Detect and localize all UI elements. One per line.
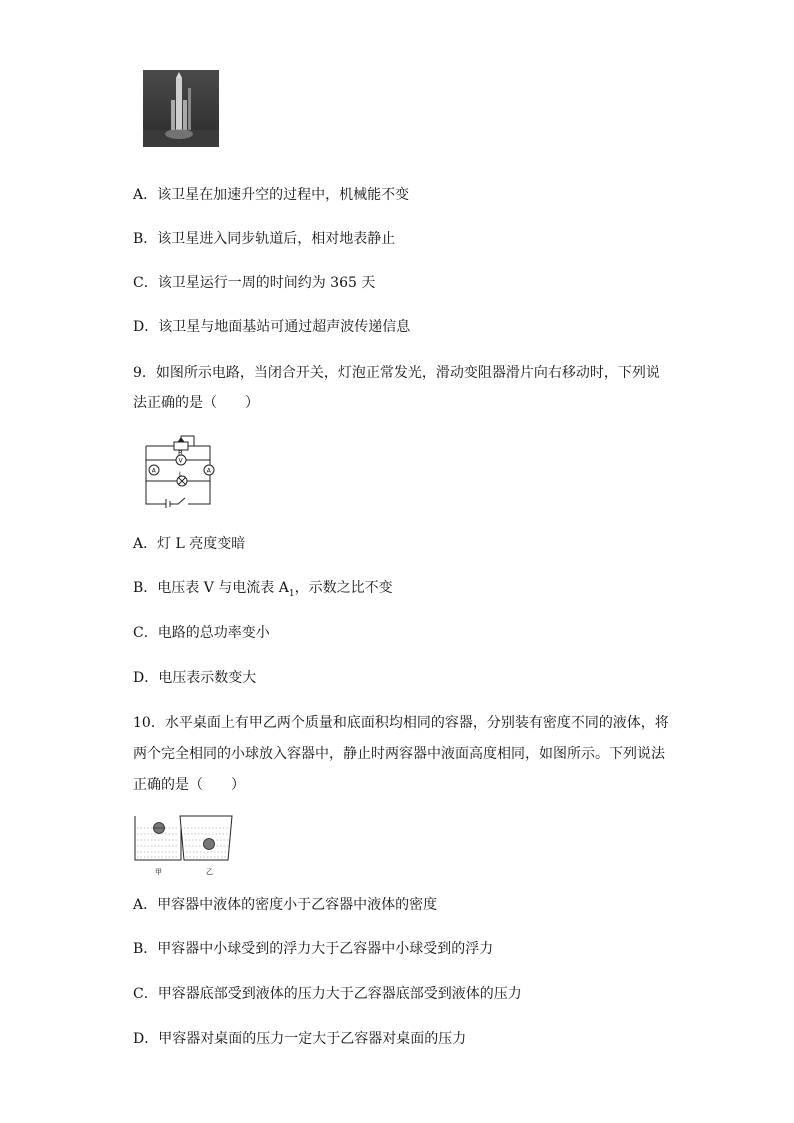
rocket-launch-photo [143,70,219,147]
q8-option-a: A．该卫星在加速升空的过程中，机械能不变 [133,187,410,203]
circuit-diagram [136,432,218,508]
label-a1: A [151,467,156,475]
q10-option-d: D．甲容器对桌面的压力一定大于乙容器对桌面的压力 [133,1031,467,1047]
q9-stem-line1: 9．如图所示电路，当闭合开关，灯泡正常发光，滑动变阻器滑片向右移动时，下列说 [133,365,660,381]
q8-option-c: C．该卫星运行一周的时间约为 365 天 [133,275,376,291]
label-l: L [179,471,183,478]
q8-option-d: D．该卫星与地面基站可通过超声波传递信息 [133,319,411,335]
q9-option-b-sub: 1 [288,588,295,599]
label-yi: 乙 [206,868,213,876]
q10-stem-line1: 10．水平桌面上有甲乙两个质量和底面积均相同的容器，分别装有密度不同的液体，将 [133,715,669,731]
q8-option-b: B．该卫星进入同步轨道后，相对地表静止 [133,231,396,247]
q9-option-b [133,579,393,603]
q9-stem-line2: 法正确的是（ ） [133,395,259,411]
q9-option-a: A．灯 L 亮度变暗 [133,536,246,552]
label-jia: 甲 [155,868,162,876]
ball-yi [204,839,215,850]
q9-option-b-post: ，示数之比不变 [294,580,393,596]
q10-option-b: B．甲容器中小球受到的浮力大于乙容器中小球受到的浮力 [133,941,494,957]
q10-stem-line2: 两个完全相同的小球放入容器中，静止时两容器中液面高度相同，如图所示。下列说法 [133,746,665,762]
label-v: V [178,457,183,465]
q9-option-d: D．电压表示数变大 [133,670,257,686]
q9-option-c: C．电路的总功率变小 [133,625,270,641]
label-r: R [178,449,183,457]
label-a2: A [206,467,211,475]
q10-option-c: C．甲容器底部受到液体的压力大于乙容器底部受到液体的压力 [133,986,522,1002]
q9-option-b-pre: B．电压表 V 与电流表 A [133,580,289,596]
q10-option-a: A．甲容器中液体的密度小于乙容器中液体的密度 [133,897,438,913]
containers-diagram [132,814,240,878]
q10-stem-line3: 正确的是（ ） [133,777,245,793]
